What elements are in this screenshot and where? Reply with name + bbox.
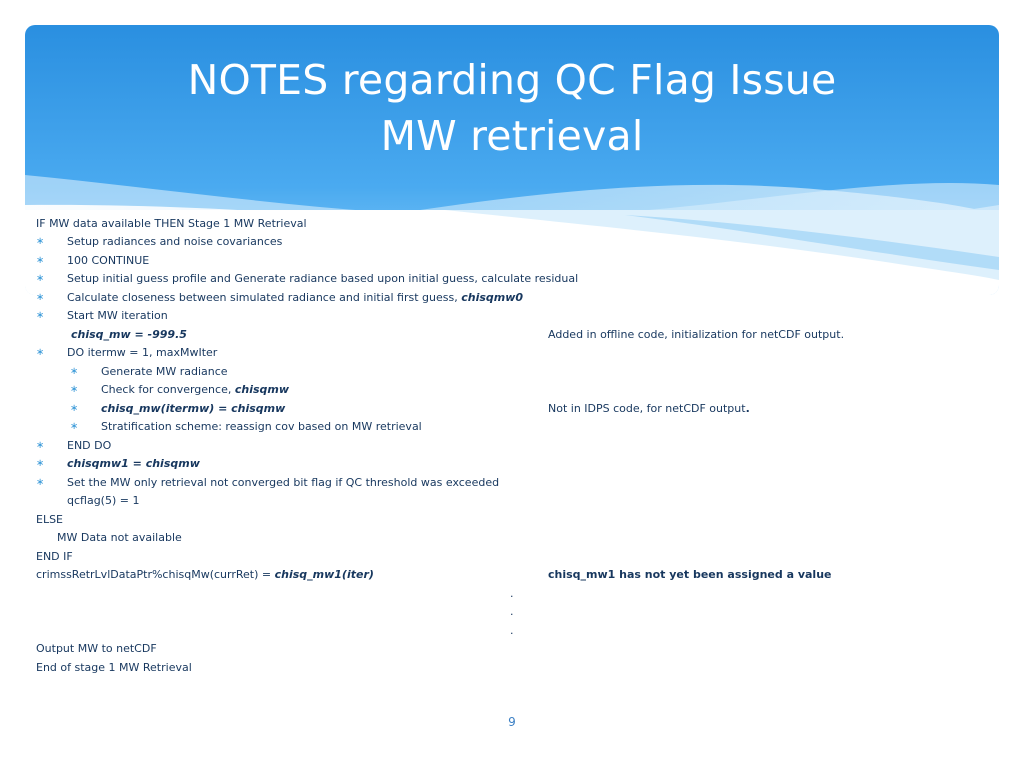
bullet-icon: ∗ xyxy=(70,403,79,414)
note-offline-code: Added in offline code, initialization for netCDF output. xyxy=(548,328,845,341)
line-crimss-assign-text: crimssRetrLvlDataPtr%chisqMw(currRet) = xyxy=(36,568,275,581)
line-crimss-assign xyxy=(36,568,374,582)
line-generate-mw-radiance: Generate MW radiance xyxy=(101,365,228,378)
ellipsis-dot-1: . xyxy=(510,587,514,600)
line-check-convergence-var: chisqmw xyxy=(234,383,290,396)
ellipsis-dot-2: . xyxy=(510,605,514,618)
bullet-icon: ∗ xyxy=(36,273,45,284)
bullet-icon: ∗ xyxy=(36,292,45,303)
line-set-mw-flag: Set the MW only retrieval not converged bit flag if QC threshold was exceeded xyxy=(67,476,500,489)
note-not-in-idps-text: Not in IDPS code, for netCDF output xyxy=(548,402,746,415)
line-qcflag: qcflag(5) = 1 xyxy=(67,494,140,507)
line-chisqmw1: chisqmw1 = chisqmw xyxy=(67,457,200,470)
line-end-do: END DO xyxy=(67,439,112,452)
line-100-continue: 100 CONTINUE xyxy=(67,254,150,267)
bullet-icon: ∗ xyxy=(36,255,45,266)
note-not-in-idps-period: . xyxy=(745,402,750,415)
line-calculate-closeness-var: chisqmw0 xyxy=(461,291,524,304)
line-start-mw-iteration: Start MW iteration xyxy=(67,309,168,322)
bullet-icon: ∗ xyxy=(36,458,45,469)
note-not-in-idps xyxy=(548,402,750,416)
line-calculate-closeness xyxy=(67,291,523,305)
line-stratification: Stratification scheme: reassign cov based on MW retrieval xyxy=(101,420,422,433)
title-line-1: NOTES regarding QC Flag Issue xyxy=(187,56,837,104)
line-else: ELSE xyxy=(36,513,64,526)
line-do-itermw: DO itermw = 1, maxMwIter xyxy=(67,346,218,359)
bullet-icon: ∗ xyxy=(36,236,45,247)
line-end-if: END IF xyxy=(36,550,73,563)
line-end-stage1: End of stage 1 MW Retrieval xyxy=(36,661,192,674)
line-setup-initial-guess: Setup initial guess profile and Generate radiance based upon initial guess, calculate residual xyxy=(67,272,579,285)
title-line-2: MW retrieval xyxy=(380,112,644,160)
line-output-mw: Output MW to netCDF xyxy=(36,642,157,655)
line-if-mw: IF MW data available THEN Stage 1 MW Retrieval xyxy=(36,217,307,230)
line-mw-not-available: MW Data not available xyxy=(57,531,182,544)
bullet-icon: ∗ xyxy=(70,366,79,377)
bullet-icon: ∗ xyxy=(70,421,79,432)
line-calculate-closeness-text: Calculate closeness between simulated radiance and initial first guess, xyxy=(67,291,462,304)
bullet-icon: ∗ xyxy=(36,477,45,488)
line-chisq-init: chisq_mw = -999.5 xyxy=(71,328,187,341)
line-check-convergence-text: Check for convergence, xyxy=(101,383,235,396)
bullet-icon: ∗ xyxy=(36,310,45,321)
line-setup-radiances: Setup radiances and noise covariances xyxy=(67,235,283,248)
note-not-assigned: chisq_mw1 has not yet been assigned a value xyxy=(548,568,832,581)
bullet-icon: ∗ xyxy=(36,347,45,358)
line-crimss-assign-var: chisq_mw1(iter) xyxy=(274,568,374,581)
page-number: 9 xyxy=(508,715,516,729)
line-check-convergence xyxy=(101,383,289,397)
ellipsis-dot-3: . xyxy=(510,624,514,637)
bullet-icon: ∗ xyxy=(70,384,79,395)
line-chisq-mw-itermw: chisq_mw(itermw) = chisqmw xyxy=(101,402,286,415)
bullet-icon: ∗ xyxy=(36,440,45,451)
